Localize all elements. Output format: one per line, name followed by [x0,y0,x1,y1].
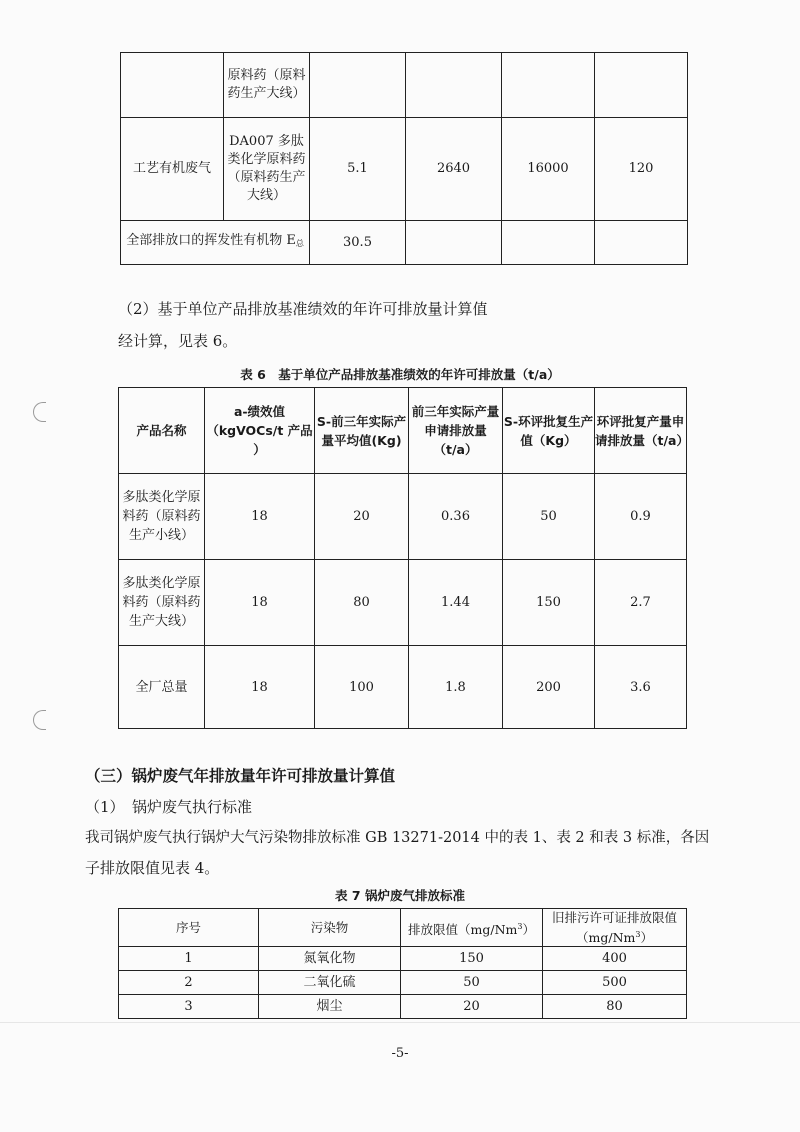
column-header: 产品名称 [119,388,205,474]
header-text: 旧排污许可证排放限值（mg/Nm [551,910,677,946]
section-3-heading: （三）锅炉废气年排放量年许可排放量计算值 [85,767,396,785]
table-cell: 2.7 [595,560,687,646]
column-header: 前三年实际产量申请排放量（t/a） [409,388,503,474]
table-cell: 0.36 [409,474,503,560]
table-cell: 200 [503,646,595,729]
paragraph-line-2: 子排放限值见表 4。 [85,859,220,877]
punch-hole-mark [33,402,46,422]
column-header [401,909,543,947]
punch-hole-mark [33,710,46,730]
table-cell [121,221,310,265]
page-divider [0,1022,800,1023]
column-header: S-前三年实际产量平均值(Kg) [315,388,409,474]
paragraph-line-1: 我司锅炉废气执行锅炉大气污染物排放标准 GB 13271-2014 中的表 1、表 2 和表 3 标准，各因 [85,830,710,846]
table-cell [595,53,688,118]
table-cell: 3.6 [595,646,687,729]
table-cell: 18 [205,560,315,646]
table-cell [502,53,595,118]
table-cell: 20 [401,995,543,1019]
table-cell: 50 [401,971,543,995]
table-header-row [119,388,687,474]
table-cell: 18 [205,646,315,729]
total-label-subscript: 总 [295,239,304,248]
table7 [118,908,687,1019]
paragraph-see-table6: 经计算，见表 6。 [118,332,238,350]
table-cell: 80 [543,995,687,1019]
table-row [121,221,688,265]
table-row [119,646,687,729]
table-cell: 烟尘 [259,995,401,1019]
table-cell: 工艺有机废气 [121,118,224,221]
table-cell: 5.1 [310,118,406,221]
table-cell: 全厂总量 [119,646,205,729]
table-cell [502,221,595,265]
table-cell [406,221,502,265]
table-cell [595,221,688,265]
table-cell: 500 [543,971,687,995]
table-cell [310,53,406,118]
table-cell: 80 [315,560,409,646]
column-header [543,909,687,947]
table-row [121,118,688,221]
table-cell: DA007 多肽类化学原料药（原料药生产大线） [224,118,310,221]
table-row [119,995,687,1019]
table-cell: 0.9 [595,474,687,560]
column-header: S-环评批复生产值（Kg） [503,388,595,474]
table-cell: 20 [315,474,409,560]
column-header: a-绩效值（kgVOCs/t 产品 ） [205,388,315,474]
table-cell: 1 [119,947,259,971]
page-number: -5- [391,1046,409,1061]
table-row [119,474,687,560]
table-cell: 二氧化硫 [259,971,401,995]
table-row [121,53,688,118]
table-row [119,947,687,971]
table-cell: 120 [595,118,688,221]
header-superscript: 3 [635,930,641,939]
table-cell: 多肽类化学原料药（原料药生产小线） [119,474,205,560]
table-cell: 2640 [406,118,502,221]
table6-caption: 表 6 基于单位产品排放基准绩效的年许可排放量（t/a） [240,367,560,382]
column-header: 污染物 [259,909,401,947]
subsection-1-heading: （1） 锅炉废气执行标准 [85,798,253,816]
table-cell [121,53,224,118]
table-cell: 30.5 [310,221,406,265]
header-text: ） [522,921,535,937]
table-cell: 多肽类化学原料药（原料药生产大线） [119,560,205,646]
table-header-row [119,909,687,947]
table-cell: 400 [543,947,687,971]
table-cell: 1.44 [409,560,503,646]
table-row [119,971,687,995]
header-superscript: 3 [517,921,523,931]
table-cell: 3 [119,995,259,1019]
table-cell: 100 [315,646,409,729]
table-cell: 150 [401,947,543,971]
table-cell: 原料药（原料药生产大线） [224,53,310,118]
table-cell: 150 [503,560,595,646]
total-label: 全部排放口的挥发性有机物 E [126,233,296,248]
table-row [119,560,687,646]
table-cell: 16000 [502,118,595,221]
table-cell: 氮氧化物 [259,947,401,971]
header-text: ） [640,930,653,946]
emission-table-continued [120,52,688,265]
column-header: 序号 [119,909,259,947]
column-header: 环评批复产量申请排放量（t/a） [595,388,687,474]
table-cell: 50 [503,474,595,560]
table-cell: 18 [205,474,315,560]
table-cell [406,53,502,118]
table-cell: 2 [119,971,259,995]
table7-caption: 表 7 锅炉废气排放标准 [335,888,465,903]
table6 [118,387,687,729]
table-cell: 1.8 [409,646,503,729]
paragraph-2-heading: （2）基于单位产品排放基准绩效的年许可排放量计算值 [118,300,488,318]
header-text: 排放限值（mg/Nm [408,921,518,937]
